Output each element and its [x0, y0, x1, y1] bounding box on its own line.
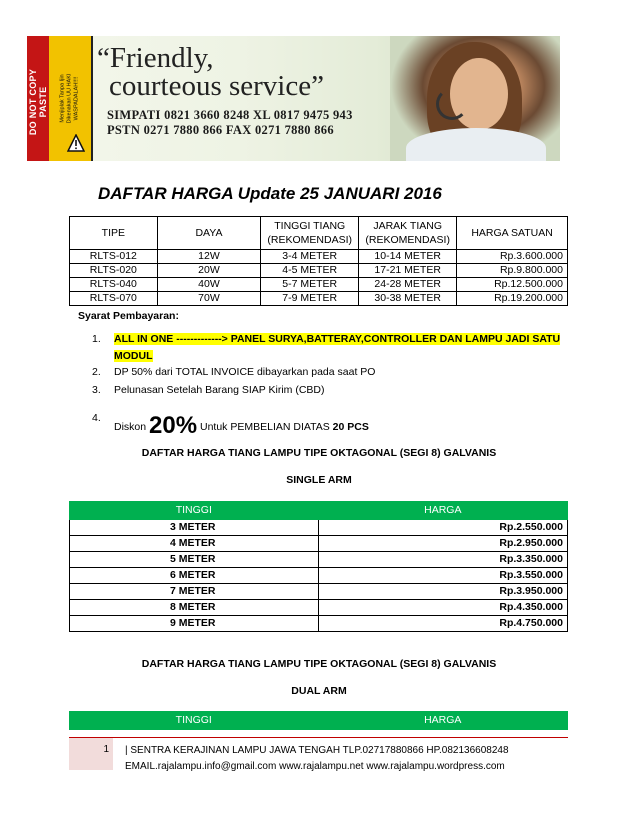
- cell: 8 METER: [70, 600, 319, 616]
- cell: Rp.2.550.000: [318, 520, 567, 536]
- cell: Rp.3.350.000: [318, 552, 567, 568]
- single-arm-heading: DAFTAR HARGA TIANG LAMPU TIPE OKTAGONAL (SEGI 8) GALVANIS: [141, 447, 497, 459]
- header-banner: [27, 36, 560, 161]
- banner-contact-line-1: SIMPATI 0821 3660 8248 XL 0817 9475 943: [107, 108, 353, 122]
- cell: 30-38 METER: [359, 292, 457, 306]
- col-jarak-tiang: JARAK TIANG (REKOMENDASI): [359, 217, 457, 250]
- cell: 17-21 METER: [359, 264, 457, 278]
- slogan-line-1: “Friendly,: [97, 42, 214, 74]
- table-row: [70, 264, 568, 278]
- table-row: [70, 552, 568, 568]
- terms-label: Syarat Pembayaran:: [78, 310, 179, 322]
- cell: Rp.9.800.000: [457, 264, 568, 278]
- cell: 6 METER: [70, 568, 319, 584]
- cell: 7 METER: [70, 584, 319, 600]
- warning-sub-text: Menjiplak Tanpa Ijin Dikenakan UU HAKI WASPADALAH!!!!: [59, 73, 80, 124]
- cell: RLTS-070: [70, 292, 158, 306]
- cell: 24-28 METER: [359, 278, 457, 292]
- single-arm-header: [70, 502, 568, 520]
- cell: RLTS-012: [70, 250, 158, 264]
- discount-quantity: 20 PCS: [332, 421, 369, 433]
- cell: Rp.4.350.000: [318, 600, 567, 616]
- cell: 5 METER: [70, 552, 319, 568]
- cell: 40W: [157, 278, 261, 292]
- col-daya: DAYA: [157, 217, 261, 250]
- warning-main-text: DO NOT COPY PASTE: [28, 68, 48, 136]
- list-text: Pelunasan Setelah Barang SIAP Kirim (CBD): [114, 384, 325, 396]
- cell: 3-4 METER: [261, 250, 359, 264]
- discount-prefix: Diskon: [114, 421, 147, 433]
- cell: 5-7 METER: [261, 278, 359, 292]
- table-row: [70, 536, 568, 552]
- page-number: 1: [103, 744, 109, 755]
- table-row: [70, 584, 568, 600]
- table-row: [70, 600, 568, 616]
- footer-line-1: | SENTRA KERAJINAN LAMPU JAWA TENGAH TLP.02717880866 HP.082136608248: [125, 745, 509, 756]
- table-row: [70, 250, 568, 264]
- operator-photo: [390, 36, 560, 161]
- col-tipe: TIPE: [70, 217, 158, 250]
- cell: 20W: [157, 264, 261, 278]
- cell: Rp.19.200.000: [457, 292, 568, 306]
- col-tinggi: TINGGI: [70, 712, 318, 730]
- list-text: MODUL: [114, 350, 153, 362]
- table-row: [70, 520, 568, 536]
- cell: Rp.4.750.000: [318, 616, 567, 632]
- slogan: [97, 44, 324, 100]
- dual-arm-header: [70, 712, 568, 730]
- list-text: [114, 412, 369, 440]
- banner-contact: [107, 108, 353, 138]
- single-arm-table: [69, 501, 568, 632]
- cell: Rp.3.950.000: [318, 584, 567, 600]
- col-harga-satuan: HARGA SATUAN: [457, 217, 568, 250]
- warning-triangle-icon: [67, 134, 85, 152]
- price-table-header: [70, 217, 568, 250]
- single-arm-subheading: SINGLE ARM: [286, 474, 352, 486]
- list-number: 1.: [92, 333, 101, 345]
- cell: 10-14 METER: [359, 250, 457, 264]
- dual-arm-subheading: DUAL ARM: [291, 685, 347, 697]
- list-number: 4.: [92, 412, 101, 424]
- copy-warning-label: [27, 36, 93, 161]
- cell: Rp.12.500.000: [457, 278, 568, 292]
- discount-condition: Untuk PEMBELIAN DIATAS: [200, 421, 330, 433]
- cell: 4-5 METER: [261, 264, 359, 278]
- cell: 9 METER: [70, 616, 319, 632]
- footer-rule: [69, 737, 568, 738]
- footer-line-2: EMAIL.rajalampu.info@gmail.com www.rajalampu.net www.rajalampu.wordpress.com: [125, 761, 505, 772]
- list-number: 3.: [92, 384, 101, 396]
- page-title: DAFTAR HARGA Update 25 JANUARI 2016: [98, 184, 442, 203]
- cell: Rp.3.550.000: [318, 568, 567, 584]
- table-row: [70, 616, 568, 632]
- cell: Rp.3.600.000: [457, 250, 568, 264]
- cell: RLTS-020: [70, 264, 158, 278]
- cell: 4 METER: [70, 536, 319, 552]
- cell: Rp.2.950.000: [318, 536, 567, 552]
- dual-arm-heading: DAFTAR HARGA TIANG LAMPU TIPE OKTAGONAL (SEGI 8) GALVANIS: [141, 658, 497, 670]
- col-tinggi: TINGGI: [70, 502, 319, 520]
- headset-icon: [436, 88, 468, 120]
- page-number-box: [69, 738, 113, 770]
- list-text: DP 50% dari TOTAL INVOICE dibayarkan pada saat PO: [114, 366, 376, 378]
- dual-arm-table: [69, 711, 568, 730]
- list-text: ALL IN ONE -------------> PANEL SURYA,BATTERAY,CONTROLLER DAN LAMPU JADI SATU: [114, 333, 561, 345]
- cell: 70W: [157, 292, 261, 306]
- list-number: 2.: [92, 366, 101, 378]
- cell: 7-9 METER: [261, 292, 359, 306]
- col-harga: HARGA: [318, 712, 568, 730]
- table-row: [70, 568, 568, 584]
- table-row: [70, 278, 568, 292]
- cell: RLTS-040: [70, 278, 158, 292]
- table-row: [70, 292, 568, 306]
- discount-percent: 20%: [149, 412, 198, 439]
- banner-contact-line-2: PSTN 0271 7880 866 FAX 0271 7880 866: [107, 123, 334, 137]
- col-harga: HARGA: [318, 502, 567, 520]
- col-tinggi-tiang: TINGGI TIANG (REKOMENDASI): [261, 217, 359, 250]
- cell: 3 METER: [70, 520, 319, 536]
- slogan-line-2: courteous service”: [109, 70, 324, 102]
- price-table: [69, 216, 568, 306]
- footer-contact: [125, 743, 509, 775]
- cell: 12W: [157, 250, 261, 264]
